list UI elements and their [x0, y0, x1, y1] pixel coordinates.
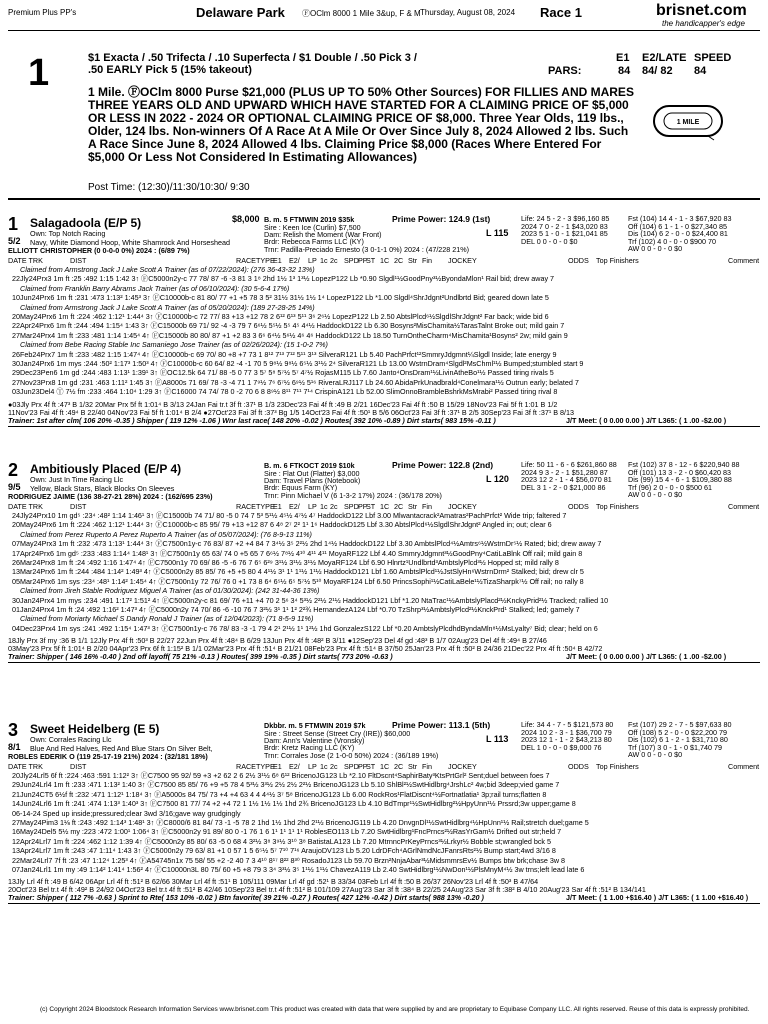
horse-name[interactable]: Sweet Heidelberg (E 5) — [30, 722, 160, 736]
header-divider — [8, 30, 760, 31]
past-performance-line[interactable]: 22Jly24Prx3 1m ft :25 :492 1:15 1:42 3↑ ⒻC5000n2y-c 77 78/ 87 -6 -3 81 3 1⁸ 2hd 1½ 1³ 1³½ LopezP122 Lb *0.90 Slgdl¹½GoodPny³½ByondaMlon¹ Rail bid; drew away 7 — [12, 274, 555, 284]
column-header: Fin — [422, 256, 432, 265]
breeding-head: Dkbbr. m. 5 FTMWIN 2019 $7k — [264, 721, 366, 730]
column-header: Fin — [422, 762, 432, 771]
past-performance-line[interactable]: 21Jun24CT5 6½f ft :232 :471 1:12¹ 1:18⁴ 3↑ ⒻA5000s 84 75/ 73 +4 +4 63 4 4 4⁴½ 3⁷ 5⁸ BricenoJG123 Lb 6.00 RockRos¹FlatDiscnt⁴½Fortnatlatia¹ 3p;rail turns;flatten 8 — [12, 789, 547, 799]
past-performance-line[interactable]: 05Mar24Prx6 1m sys :23⁴ :48¹ 1:14² 1:45⁴ 4↑ ⒻC7500n1y 72 76/ 76 0 +1 73 8 6⁴ 6⁵½ 6⁵ 5⁷½ 5¹⁰ MoyaRF124 Lbf 6.50 PrincsSophi¹½CatiLaBele¹½TizaSharpk⁷½ Off rail; no rally 8 — [12, 576, 584, 586]
jockey[interactable]: RODRIGUEZ JAIME (136 38-27-21 28%) 2024 : (162/695 23%) — [8, 492, 213, 501]
breeder: Brdr: Rebecca Farms LLC (KY) — [264, 237, 364, 246]
race-header-divider — [8, 198, 760, 200]
past-performance-line[interactable]: 03Jun23Del4 Ⓣ 7½ fm :233 :464 1:10⁴ 1:29 3↑ ⒻC16000 74 74/ 78 0 -2 70 6 8 8⁹½ 8¹¹ 7¹¹ 7¹⁴ CrispinA121 Lb 52.00 SlimOnnoBrambleBshrkMsMrabi² Passed tiring rival 8 — [12, 387, 558, 397]
horse-divider — [8, 662, 760, 663]
column-header: 2c — [330, 762, 338, 771]
column-header: SPD — [344, 502, 359, 511]
past-performance-line[interactable]: 14Jun24Lrl6 1m ft :241 :474 1:13³ 1:40³ 3↑ ⒻC7500 81 77/ 74 +2 +4 72 1 1½ 1½ 1½ 1hd 2¾ BricenoJG123 Lb 4.10 BdTmpr¹½SwtHidlbrg²½HpyUnn¹½ Prssrd;3w upper;game 8 — [12, 799, 576, 809]
past-performance-line[interactable]: 17Apr24Prx6 1m gd⁵ :233 :483 1:14⁴ 1:48¹ 3↑ ⒻC7500n1y 65 63/ 74 0 +5 65 7 6⁶½ 7⁸½ 4¹⁰ 4¹¹ 4¹¹ MoyaRF122 Lbf 4.40 SmmryJdgmnt³½GoodPny⁴CatiLaBlnk Off rail; mild gain 8 — [12, 548, 583, 558]
workouts: 18Jly Prx 3f my :36 B 1/1 12Jly Prx 4f ft :50³ B 22/27 22Jun Prx 4f ft :48⁴ B 6/29 13Jun Prx 4f ft :48² B 3/11 ●12Sep'23 Del 4f gd :48³ B 1/7 02Aug'23 Del 4f ft :49⁴ B 27/46 — [8, 636, 547, 646]
dam: Dam: Relish the Moment (War Front) — [264, 230, 382, 239]
past-performance-line[interactable]: Claimed from Bebe Racing Stable Inc Samaniego Jose Trainer (as of 02/26/2024): (15 1-0-2 7%) — [20, 340, 328, 350]
record-life: Life: 34 4 - 7 - 5 $121,573 80 — [521, 720, 614, 729]
column-header: Comment — [728, 256, 760, 265]
track-diagram-label: 1 MILE — [676, 119, 700, 126]
wager-line-1: $1 Exacta / .50 Trifecta / .10 Superfecta / $1 Double / .50 Pick 3 / — [88, 52, 417, 64]
record-surface: Trf (107) 3 0 - 1 - 0 $1,740 79 — [628, 742, 723, 752]
column-header: E1 — [273, 256, 282, 265]
past-performance-line[interactable]: Claimed from Perez Ruperto A Perez Ruperto A Trainer (as of 05/07/2024): (76 8-9-13 11%) — [20, 529, 312, 539]
past-performance-line[interactable]: 20Jly24Lrl5 6f ft :224 :463 :591 1:12² 3↑ ⒻC7500 95 92/ 59 +3 +2 62 2 6 2½ 3¹½ 6⁸ 6¹² BricenoJG123 Lb *2.10 FltDscnt⁴SaphirBaty³KtsPrtGrl² Sent;duel between foes 7 — [12, 771, 550, 780]
past-performance-line[interactable]: 13Apr24Lrl7 1m ft :243 :47 1:11⁴ 1:43 3↑ ⒻC5000n2y 79 63/ 81 +1 0 57 1 5 6⁵½ 5⁷ 7¹⁰ 7¹⁶ AraujoDV123 Lb 5.20 LdrDFch⁴AGrlNmdNcJFanrsRts²½ Bump start;4wd 3/16 8 — [12, 846, 556, 856]
column-header: Top Finishers — [596, 502, 639, 511]
column-header: Comment — [728, 502, 760, 511]
sire: Sire : Flat Out (Flatter) $3,000 — [264, 469, 360, 478]
race-conditions: 1 Mile. ⒻOClm 8000 Purse $21,000 (PLUS UP TO 50% Other Sources) FOR FILLIES AND MARES THREE YEARS OLD AND UPWARD WHICH HAVE STARTED FOR A CLAIMING PRICE OF $5,000 OR LESS IN 2022 - 2024 OR OPTIONAL CLAIMING PRICE OF $8,000. Three Year Olds, 119 lbs., Older, 124 lbs. Non-winners Of A Race At A Mile Or Over Since July 8, 2024 Allowed 2 lbs. Such A Race Since June 8, 2024 Allowed 4 lbs. Claiming Price $8,000 (Races Where Entered For $5,000 Or Less Not Considered In Estimating Allowances) — [88, 85, 634, 164]
record-life: 2024 9 3 - 2 - 1 $51,280 87 — [521, 467, 608, 477]
dam: Dam: Ann's Valentine (Vronsky) — [264, 736, 365, 745]
column-header: Str — [408, 256, 418, 265]
past-performance-line[interactable]: 16May24Del5 5½ my :223 :472 1:00¹ 1:06⁴ 3↑ ⒻC5000n2y 91 89/ 80 0 -1 76 1 6 1¹ 1¹ 1¹ 1¹ RoblesEO113 Lb 7.20 SwtHidlbrg¹FncPrncs²½RasYrGam½ Drifted out str;held 7 — [12, 827, 562, 837]
column-header: ODDS — [568, 502, 589, 511]
column-header: DIST — [70, 502, 87, 511]
past-performance-line[interactable]: 27May24Pim3 1⅛ ft :243 :492 1:14³ 1:48¹ 3↑ ⒻC8000/6 81 84/ 73 -1 -5 78 2 1hd 1½ 1hd 2hd 2¹½ BricenoJG119 Lb 4.20 DnvgnDl¹½SwtHidlbrg⁴½HpUnn¹½ Rail;stretch duel;game 5 — [12, 818, 589, 827]
column-header: Str — [408, 502, 418, 511]
column-header: RACETYPE — [236, 256, 275, 265]
silks: Navy, White Diamond Hoop, White Shamrock And Horseshead — [30, 238, 231, 247]
past-performance-line[interactable]: 07May24Prx3 1m ft :232 :473 1:13¹ 1:44⁴ 3↑ ⒻC7500n1y-c 76 83/ 87 +2 +4 84 7 3⁴½ 3⁵ 2²½ 2hd 1⁴½ HaddockD122 Lbf 3.30 AmbtslPlcd⁴½Amtrs⁶½WstrnDr⁵½ Rated; bid; drew away 7 — [12, 539, 602, 549]
owner: Own: Just In Time Racing Llc — [30, 475, 124, 484]
record-life: 2023 12 2 - 1 - 4 $56,070 81 — [521, 475, 612, 484]
column-header: DIST — [70, 762, 87, 771]
column-header: 1C — [380, 502, 390, 511]
past-performance-line[interactable]: 20May24Prx6 1m ft :224 :462 1:12¹ 1:44⁴ 3↑ ⒻC10000b-c 85 95/ 79 +13 +12 87 6 4⁸ 2⁷ 2² 1¹ 1⁶ HaddockD125 Lbf 3.30 AbtslPlcd⁶½SlgdlShrJdgnt² Angled in; out; clear 6 — [12, 520, 552, 530]
column-header: 2C — [394, 762, 404, 771]
record-surface: Fst (104) 14 4 - 1 - 3 $67,920 83 — [628, 214, 732, 223]
trainer-stats: Trainer: Shipper ( 146 16% -0.40 ) 2nd off layoff( 75 21% -0.13 ) Routes( 399 19% -0.35 ) Dirt starts( 773 20% -0.63 ) — [8, 652, 393, 662]
weight: L 113 — [486, 734, 509, 744]
morning-line-odds: 9/5 — [8, 482, 21, 492]
column-header: 2C — [394, 256, 404, 265]
trainer[interactable]: Trnr: Pinn Michael V (6 1-3-2 17%) 2024 : (36/178 20%) — [264, 491, 442, 500]
brisnet-logo: brisnet.com — [656, 2, 747, 19]
past-performance-line[interactable]: Claimed from Jireh Stable Rodriguez Miguel A Trainer (as of 01/30/2024): (242 31-44-36 13%) — [20, 586, 320, 596]
record-surface: Fst (107) 29 2 - 7 - 5 $97,633 80 — [628, 720, 732, 729]
record-surface: Dis (104) 6 2 - 0 - 0 $24,400 81 — [628, 229, 728, 238]
workouts: ●03Jly Prx 4f ft :47³ B 1/32 20Mar Prx 5f ft 1:01⁴ B 3/13 24Jan Fai tr.t 3f ft :37¹ B 1/3 23Dec'23 Fai 4f ft :49 B 2/21 16Dec'23 Fai 4f ft :50 B 15/29 18Nov'23 Fai 5f ft 1:01 B 1/2 — [8, 399, 558, 409]
trainer[interactable]: Trnr: Padilla-Preciado Ernesto (3 0-1-1 0%) 2024 : (47/228 21%) — [264, 245, 470, 254]
column-header: PP — [358, 256, 368, 265]
past-performance-line[interactable]: Claimed from Armstrong Jack J Lake Scott A Trainer (as of 07/22/2024): (276 36-43-32 13%) — [20, 265, 315, 274]
track-diagram — [652, 102, 724, 142]
past-performance-line[interactable]: Claimed from Franklin Barry Abrams Jack Trainer (as of 06/10/2024): (30 5-6-4 17%) — [20, 283, 290, 293]
wager-line-2: .50 EARLY Pick 5 (15% takeout) — [88, 64, 252, 76]
record-life: DEL 3 1 - 2 - 0 $21,000 86 — [521, 482, 606, 492]
morning-line-odds: 8/1 — [8, 742, 21, 752]
column-header: 1c — [320, 502, 328, 511]
column-header: ODDS — [568, 256, 589, 265]
pars-e2: 84/ 82 — [642, 65, 673, 77]
claim-price: $8,000 — [232, 214, 260, 224]
column-header: PP — [358, 762, 368, 771]
record-life: 2024 10 2 - 3 - 1 $36,700 79 — [521, 727, 612, 737]
past-performance-line[interactable]: 13Mar24Prx6 1m ft :244 :484 1:14² 1:49³ 4↑ ⒻC5000n2y 85 85/ 76 +5 +5 80 4 4¹½ 3¹ 1¹ 1¹½ 1¹½ HaddockD121 Lbf 1.60 AmbtslPlcd¹½JstSlyHn⁶WstrnDrm² Stalked; bid; drew clr 5 — [12, 567, 584, 577]
trainer-stats: Trainer: Shipper ( 112 7% -0.63 ) Sprint to Rte( 153 10% -0.02 ) Btn favorite( 39 21% -0.27 ) Routes( 427 12% -0.42 ) Dirt starts( 988 13% -0.20 ) — [8, 893, 484, 903]
record-life: 2023 12 1 - 1 - 2 $43,213 80 — [521, 735, 612, 744]
record-life: 2023 5 1 - 0 - 1 $21,041 85 — [521, 229, 608, 238]
column-header: SPD — [344, 256, 359, 265]
column-header: Top Finishers — [596, 256, 639, 265]
prime-power: Prime Power: 122.8 (2nd) — [392, 460, 494, 470]
past-performance-line[interactable]: 30Jan24Prx4 1m mys :234 :491 1:17² 1:51² 4↑ ⒻC5000n2y-c 81 69/ 76 +11 +4 70 2 5⁶ 3⁴ 5³½ 2²½ 2¹½ HaddockD121 Lbf *1.20 NtaTrac¹½AmbtslyPlacd²½KnckyPrid²½ Tracked; rallied 10 — [12, 595, 609, 605]
column-header: 1c — [320, 256, 328, 265]
pars-e1: 84 — [618, 65, 631, 77]
past-performance-line[interactable]: 07Jan24Lrl1 1m my :49 1:14² 1:41⁴ 1:56² 4↑ ⒻC10000n3L 80 75/ 60 +5 +8 79 3 3⁴ 3³½ 3⁵ 1¹½ 1¹½ ChavezA119 Lb 2.40 SwtHidlbrg¹½NwDon¹½PlsMnyM⁴½ 3w trns;left lead late 6 — [12, 865, 585, 874]
column-header: PP — [358, 502, 368, 511]
horse-divider — [8, 903, 760, 904]
past-performance-line[interactable]: 26Feb24Prx7 1m ft :233 :482 1:15 1:47⁴ 4↑ ⒻC10000b-c 69 70/ 80 +8 +7 73 1 8¹² 7¹³ 7¹² 5¹¹ 3¹³ SilveraR121 Lb 5.40 PachPrfct¹²SmmryJdgmnt¼Slgdl Inside; late energy 9 — [12, 349, 557, 359]
silks: Blue And Red Halves, Red And Blue Stars On Silver Belt, — [30, 744, 213, 753]
column-header: E1 — [273, 502, 282, 511]
post-time: Post Time: (12:30)/11:30/10:30/ 9:30 — [88, 182, 250, 193]
record-life: DEL 0 0 - 0 - 0 $0 — [521, 236, 578, 246]
weight: L 115 — [486, 228, 509, 238]
owner: Own: Corrales Racing Llc — [30, 735, 112, 744]
column-header: Comment — [728, 762, 760, 771]
post-position: 3 — [8, 720, 19, 740]
workouts-2: 11Nov'23 Fai 4f ft :49⁴ B 22/40 04Nov'23 Fai 5f ft 1:01⁴ B 2/4 ●27Oct'23 Fai 3f ft :37³ Bg 1/5 14Oct'23 Fai 4f ft :50¹ B 5/6 06Oct'23 Fai 3f ft :37¹ B 2/5 30Sep'23 Fai 3f ft :37¹ B 8/13 — [8, 407, 574, 417]
past-performance-line[interactable]: 04Dec23Prx4 1m sys :241 :492 1:15⁴ 1:47³ 3↑ ⒻC7500n1y-c 76 78/ 83 -3 -1 79 4 2¹ 2¹½ 1¹ 1²½ 1hd GonzalezS122 Lbf *0.20 AmbtslyPlcdhdByndaMln⁸½MsLyalty⁷ Bid; clear; held on 6 — [12, 623, 598, 633]
record-surface: Dis (102) 6 1 - 2 - 1 $31,710 80 — [628, 735, 728, 744]
record-surface: Off (104) 6 1 - 1 - 0 $27,340 85 — [628, 221, 727, 231]
column-header: DATE TRK — [8, 256, 43, 265]
race-date: Thursday, August 08, 2024 — [420, 8, 516, 17]
owner: Own: Top Notch Racing — [30, 229, 106, 238]
horse-name[interactable]: Ambitiously Placed (E/P 4) — [30, 462, 182, 476]
column-header: LP — [308, 762, 317, 771]
pars-e1-label: E1 — [616, 52, 630, 64]
record-surface: Off (108) 5 2 - 0 - 0 $22,200 79 — [628, 727, 727, 737]
past-performance-line[interactable]: Claimed from Armstrong Jack J Lake Scott A Trainer (as of 05/20/2024): (189 27-28-25 14%) — [20, 302, 315, 312]
column-header: DATE TRK — [8, 502, 43, 511]
sire: Sire : Keen Ice (Curlin) $7,500 — [264, 223, 361, 232]
past-performance-line[interactable]: 06-14-24 Sped up inside;pressured;clear 3wd 3/16;gave way grudgingly — [12, 808, 241, 818]
past-performance-line[interactable]: Claimed from Moriarty Michael S Dandy Ronald J Trainer (as of 12/04/2023): (71 8-5-9 11%) — [20, 614, 314, 624]
breeding-head: B. m. 6 FTKOCT 2019 $10k — [264, 461, 355, 470]
column-header: ST — [366, 762, 376, 771]
column-header: 1C — [380, 256, 390, 265]
column-header: ST — [366, 502, 376, 511]
column-header: E1 — [273, 762, 282, 771]
column-header: 1c — [320, 762, 328, 771]
pars-speed-label: SPEED — [694, 52, 732, 64]
past-performance-line[interactable]: 20May24Prx6 1m ft :224 :462 1:12¹ 1:44⁴ 3↑ ⒻC10000b-c 72 77/ 83 +13 +12 78 2 6¹² 6¹³ 5¹¹ 3⁶ 2⁶½ LopezP122 Lb 2.50 AbtslPlcd⁶½SlgdlShrJdgnt² Far back; wide bid 6 — [12, 312, 549, 321]
record-surface: Off (101) 13 3 - 2 - 0 $60,420 83 — [628, 467, 731, 477]
past-performance-line[interactable]: 29Dec23Pen6 1m gd :244 :483 1:13¹ 1:39¹ 3↑ ⒻOC12.5k 64 71/ 88 -5 0 77 3 5⁷ 5⁸ 5⁷½ 5⁷ 4⁷½ RojasM115 Lb 7.60 Janto⁴OnsDram¹½LivinAtheBo¹½ Passed tiring rivals 5 — [12, 368, 554, 378]
workouts-2: 03May'23 Prx 5f ft 1:01⁴ B 2/20 04Apr'23 Prx 6f ft 1:15² B 1/1 02Mar'23 Prx 4f ft :51⁴ B 21/21 08Feb'23 Prx 4f ft :51⁴ B 37/50 25Jan'23 Prx 4f ft :50² B 24/36 21Dec'22 Prx 4f ft :50⁴ B 42/72 — [8, 644, 603, 654]
morning-line-odds: 5/2 — [8, 236, 21, 246]
pars-speed: 84 — [694, 65, 707, 77]
record-life: Life: 50 11 - 6 - 6 $261,860 88 — [521, 460, 617, 469]
copyright-footer: (c) Copyright 2024 Bloodstock Research Information Services www.brisnet.com This product was created with data that were supplied by and are proprietary to Equibase Company LLC. All rights reserved. Reuse of this data is expressly prohibited. — [40, 1006, 750, 1013]
jt-meet: J/T Meet: ( 0 0.00 0.00 ) J/T L365: ( 1 .00 -$2.00 ) — [566, 415, 727, 425]
workouts-2: 20Oct'23 Bel tr.t 4f ft :49² B 24/92 04Oct'23 Bel tr.t 4f ft :51² B 42/46 10Sep'23 Bel tr.t 4f ft :51² B 101/109 27Aug'23 Sar 3f ft :38⁴ B 22/25 24Aug'23 Sar 3f ft :38² B 4/10 20Aug'23 Sar 4f ft :51² B 134/141 — [8, 885, 646, 895]
column-header: 2c — [330, 256, 338, 265]
column-header: E2/ — [289, 256, 300, 265]
column-header: LP — [308, 502, 317, 511]
record-surface: AW 0 0 - 0 - 0 $0 — [628, 490, 683, 499]
past-performance-line[interactable]: 27Nov23Prx8 1m gd :231 :463 1:11² 1:45 3↑ ⒻA8000s 71 69/ 78 -3 -4 71 1 7⁹½ 7⁶ 6⁷½ 6⁹½ 5¹⁶ RiveraLRJ117 Lb 24.60 AbidaPrkUnadbrald⁴Conelmara¹½ Outrun early; belated 7 — [12, 377, 579, 387]
column-header: JOCKEY — [448, 762, 477, 771]
record-life: Life: 24 5 - 2 - 3 $96,160 85 — [521, 214, 610, 223]
logo-tagline: the handicapper's edge — [662, 19, 745, 28]
post-position: 2 — [8, 460, 19, 480]
post-position: 1 — [8, 214, 19, 234]
column-header: E2/ — [289, 762, 300, 771]
product-name: Premium Plus PP's — [8, 8, 77, 17]
past-performance-line[interactable]: 22Mar24Lrl7 7f ft :23 :47 1:12⁴ 1:25³ 4↑ ⒻA54745n1x 75 58/ 55 +2 -2 40 7 3 4¹⁰ 8¹⁷ 8²² 8³⁰ RosadoJ123 Lb 59.70 Brzn²NnjaAbar³½MidsmmrsEv½ Bumps btw brk;chase 3w 8 — [12, 855, 566, 865]
column-header: 2c — [330, 502, 338, 511]
workouts: 13Jly Lrl 4f ft :49 B 6/42 06Apr Lrl 4f ft :51² B 62/66 30Mar Lrl 4f ft :51¹ B 105/111 09Mar Lrl 4f gd :52¹ B 33/34 03Feb Lrl 4f ft :50 B 26/37 26Nov'23 Lrl 4f ft :50³ B 47/64 — [8, 877, 539, 887]
column-header: DIST — [70, 256, 87, 265]
past-performance-line[interactable]: 12Apr24Lrl7 1m ft :224 :462 1:12 1:39 4↑ ⒻC5000n2y 85 80/ 63 -5 0 68 4 3²½ 3⁸ 3⁹½ 3¹⁰ 3⁸ BatistaLA123 Lb 7.20 MtrnncPrKeyPrncs³½Lrkyr½ Bobble st;wrangled bck 5 — [12, 836, 552, 846]
record-surface: Trf (102) 4 0 - 0 - 0 $900 70 — [628, 236, 717, 246]
horse-name[interactable]: Salagadoola (E/P 5) — [30, 216, 142, 230]
past-performance-line[interactable]: 24Jly24Prx10 1m gd⁵ :23⁴ :48² 1:14 1:46¹ 3↑ ⒻC15000b 74 71/ 80 -5 0 74 7 5³ 5¹½ 4⁵½ 4⁷½ 4⁷ HaddockD122 Lbf 3.00 Mlwantacrack²Amatras²PachPrfct² Wide trip; faltered 7 — [12, 511, 567, 520]
dam: Dam: Travel Plans (Notebook) — [264, 476, 361, 485]
horse-divider — [8, 426, 760, 427]
silks: Yellow, Black Stars, Black Blocks On Sleeves — [30, 484, 175, 493]
column-header: 2C — [394, 502, 404, 511]
column-header: DATE TRK — [8, 762, 43, 771]
weight: L 120 — [486, 474, 509, 484]
record-surface: AW 0 0 - 0 - 0 $0 — [628, 244, 683, 253]
column-header: Str — [408, 762, 418, 771]
breeder: Brdr: Equus Farm (KY) — [264, 483, 338, 492]
record-surface: Fst (102) 37 8 - 12 - 6 $220,940 88 — [628, 460, 740, 469]
past-performance-line[interactable]: 22Apr24Prx6 1m ft :244 :494 1:15⁴ 1:43 3↑ ⒻC15000b 69 71/ 92 -4 -3 79 7 6⁶½ 5⁵½ 5⁵ 4⁵ 4⁴½ HaddockD122 Lb 6.30 Bosyns²MisChamita½TarasTalnt Broke out; mild gain 7 — [12, 321, 565, 331]
column-header: SPD — [344, 762, 359, 771]
breeding-head: B. m. 5 FTMWIN 2019 $35k — [264, 215, 355, 224]
column-header: E2/ — [289, 502, 300, 511]
jockey[interactable]: ELLIOTT CHRISTOPHER (0 0-0-0 0%) 2024 : (6/89 7%) — [8, 246, 190, 255]
pars-e2-label: E2/LATE — [642, 52, 687, 64]
column-header: ODDS — [568, 762, 589, 771]
prime-power: Prime Power: 124.9 (1st) — [392, 214, 491, 224]
race-info: ⒻOClm 8000 1 Mile 3&up, F & M — [302, 9, 421, 18]
column-header: LP — [308, 256, 317, 265]
jt-meet: J/T Meet: ( 1 1.00 +$16.40 ) J/T L365: ( 1 1.00 +$16.40 ) — [566, 893, 749, 903]
past-performance-line[interactable]: 26Mar24Prx8 1m ft :24 :492 1:16 1:47⁴ 4↑ ⒻC7500n1y 70 69/ 86 -5 -6 76 7 6⁵ 6²⁹ 3¹½ 3¹½ 3¹½ MoyaRF124 Lbf 6.90 Hlnrtz¹Undlbrtd³AmbtslyPlcd³½ Hopped st; mild rally 8 — [12, 558, 559, 567]
breeder: Brdr: Kretz Racing LLC (KY) — [264, 743, 355, 752]
column-header: RACETYPE — [236, 762, 275, 771]
trainer[interactable]: Trnr: Corrales Jose (2 1-0-0 50%) 2024 : (36/189 19%) — [264, 751, 439, 760]
past-performance-line[interactable]: 30Jan24Prx6 1m mys :244 :50² 1:17³ 1:50³ 4↑ ⒻC10000b-c 60 64/ 82 -4 -1 70 5 9⁸½ 9⁸½ 6⁵½ 3¹½ 2⁴ SilveraR121 Lb 13.00 WstrnDram⁴Slgdl²MsChml¹½ Bumped;stumbled start 9 — [12, 359, 584, 368]
record-surface: AW 0 0 - 0 - 0 $0 — [628, 750, 683, 759]
record-life: DEL 1 0 - 0 - 0 $9,000 76 — [521, 742, 602, 752]
pars-label: PARS: — [548, 65, 582, 77]
past-performance-line[interactable]: 29Jun24Lrl4 1m ft :233 :471 1:13² 1:40 3↑ ⒻC7500 85 85/ 76 +9 +5 78 4 5³½ 3³½ 2½ 2½ 2²½ BricenoJG123 Lb 5.10 ShlBl²½SwtHidlbrg⁴JrshLc² 4w;bid 3deep;vied game 7 — [12, 780, 560, 790]
jockey[interactable]: ROBLES EDERIK O (119 25-17-19 21%) 2024 : (32/181 18%) — [8, 752, 208, 761]
past-performance-line[interactable]: 01Jan24Prx4 1m ft :24 :492 1:16² 1:47³ 4↑ ⒻC5000n2y 74 70/ 86 -6 -10 76 7 3²½ 3¹ 1¹ 1² 2²¾ HernandezA124 Lbf *0.70 TzShrp³½AmbtslyPlcd²½KnckPrd¹ Stalked; led; gamely 7 — [12, 605, 580, 614]
column-header: 1C — [380, 762, 390, 771]
race-number: 1 — [28, 52, 50, 94]
past-performance-line[interactable]: 10Jun24Prx6 1m ft :231 :473 1:13² 1:45³ 3↑ ⒻC10000b-c 81 80/ 77 +1 +5 78 3 5² 31½ 31½ 1½ 1⁴ LopezP122 Lb *1.00 Slgdl⁴ShrJdgnt²Undlbrtd Bid; geared down late 5 — [12, 293, 549, 303]
column-header: Top Finishers — [596, 762, 639, 771]
sire: Sire : Street Sense (Street Cry (IRE)) $60,000 — [264, 729, 411, 738]
prime-power: Prime Power: 113.1 (5th) — [392, 720, 491, 730]
jt-meet: J/T Meet: ( 0 0.00 0.00 ) J/T L365: ( 1 .00 -$2.00 ) — [566, 652, 727, 662]
trainer-stats: Trainer: 1st after clm( 106 20% -0.35 ) Shipper ( 119 12% -1.06 ) Wnr last race( 148 20% -0.02 ) Routes( 392 10% -0.89 ) Dirt starts( 983 15% -0.11 ) — [8, 415, 496, 425]
record-surface: Dis (99) 15 4 - 6 - 1 $109,380 88 — [628, 475, 732, 484]
race-label: Race 1 — [540, 5, 582, 20]
column-header: JOCKEY — [448, 502, 477, 511]
column-header: ST — [366, 256, 376, 265]
column-header: JOCKEY — [448, 256, 477, 265]
column-header: RACETYPE — [236, 502, 275, 511]
record-surface: Trf (96) 2 0 - 0 - 0 $500 61 — [628, 482, 713, 492]
past-performance-line[interactable]: 27Mar24Prx4 1m ft :233 :481 1:14 1:45⁴ 4↑ ⒻC15000b 80 80/ 87 +1 +2 83 3 6⁶ 6⁴½ 5⁶½ 4⁶ 4⁶ HaddockD122 Lb 18.50 TurnOntheCharm⁴MisChamita¹Bosyns² 2w; mild gain 9 — [12, 330, 568, 340]
column-header: Fin — [422, 502, 432, 511]
track-name: Delaware Park — [196, 5, 285, 20]
record-life: 2024 7 0 - 2 - 1 $43,020 83 — [521, 221, 608, 231]
